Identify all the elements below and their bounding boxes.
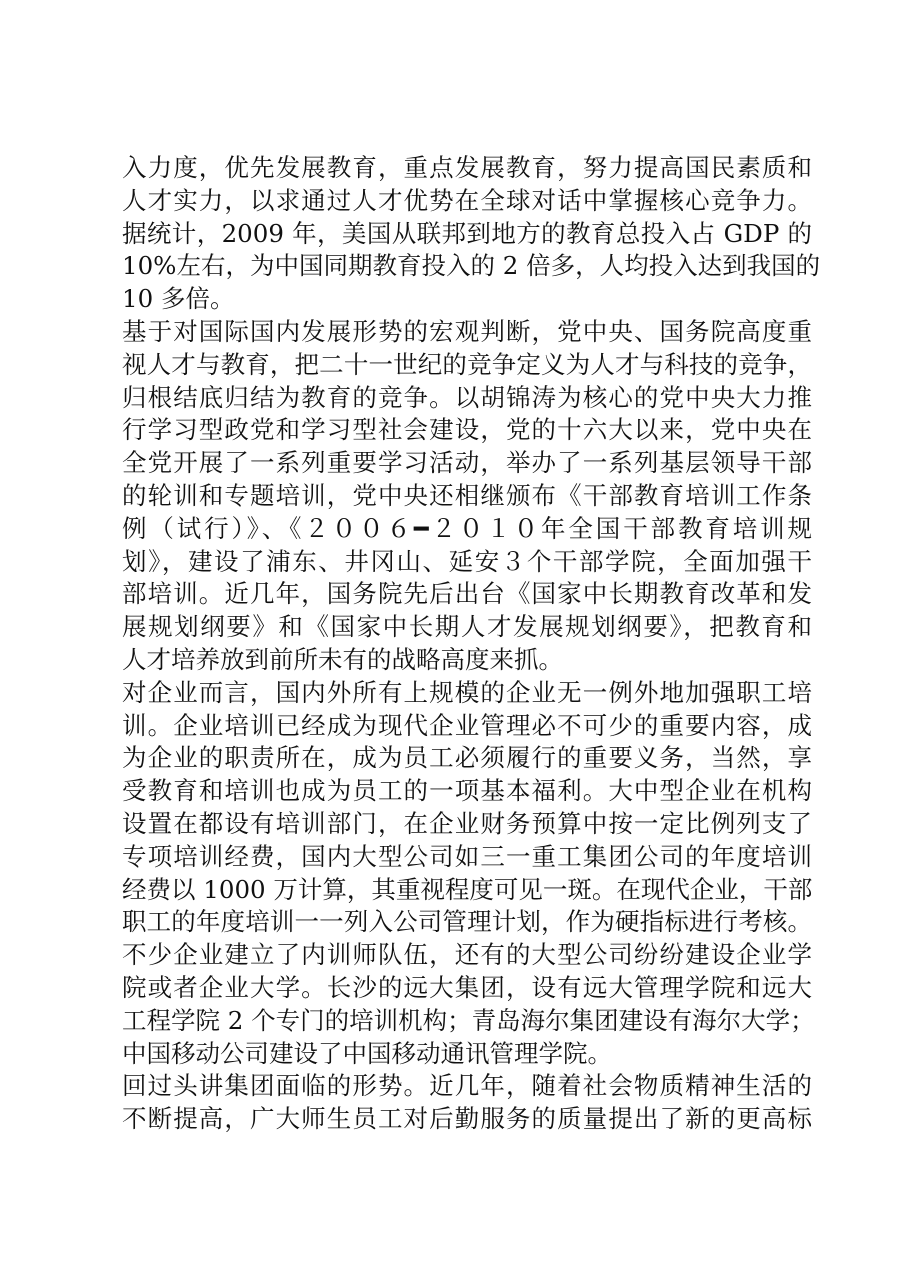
text-line: 10%左右，为中国同期教育投入的 2 倍多，人均投入达到我国的 [122, 251, 821, 281]
text-line: 人才实力，以求通过人才优势在全球对话中掌握核心竞争力。 [122, 185, 812, 215]
text-line: 视人才与教育，把二十一世纪的竞争定义为人才与科技的竞争， [122, 349, 812, 379]
text-line: 中国移动公司建设了中国移动通讯管理学院。 [122, 1038, 612, 1068]
text-line: 10 多倍。 [122, 284, 235, 314]
text-line: 院或者企业大学。长沙的远大集团，设有远大管理学院和远大 [122, 972, 812, 1002]
text-line: 训。企业培训已经成为现代企业管理必不可少的重要内容，成 [122, 710, 812, 740]
text-line: 例（试行）》、《２００６━２０１０年全国干部教育培训规 [122, 513, 812, 543]
text-line: 经费以 1000 万计算，其重视程度可见一斑。在现代企业，干部 [122, 874, 813, 904]
text-line: 不少企业建立了内训师队伍，还有的大型公司纷纷建设企业学 [122, 940, 812, 970]
text-line: 对企业而言，国内外所有上规模的企业无一例外地加强职工培 [122, 677, 812, 707]
text-line: 全党开展了一系列重要学习活动，举办了一系列基层领导干部 [122, 448, 812, 478]
text-line: 展规划纲要》和《国家中长期人才发展规划纲要》，把教育和 [122, 612, 812, 642]
text-line: 不断提高，广大师生员工对后勤服务的质量提出了新的更高标 [122, 1104, 812, 1134]
text-line: 基于对国际国内发展形势的宏观判断，党中央、国务院高度重 [122, 316, 812, 346]
text-line: 的轮训和专题培训，党中央还相继颁布《干部教育培训工作条 [122, 480, 812, 510]
text-line: 专项培训经费，国内大型公司如三一重工集团公司的年度培训 [122, 841, 812, 871]
text-line: 受教育和培训也成为员工的一项基本福利。大中型企业在机构 [122, 776, 812, 806]
text-line: 行学习型政党和学习型社会建设，党的十六大以来，党中央在 [122, 415, 812, 445]
body-text [122, 152, 821, 1136]
text-line: 归根结底归结为教育的竞争。以胡锦涛为核心的党中央大力推 [122, 382, 812, 412]
text-line: 工程学院 2 个专门的培训机构；青岛海尔集团建设有海尔大学； [122, 1005, 815, 1035]
text-line: 据统计，2009 年，美国从联邦到地方的教育总投入占 GDP 的 [122, 218, 812, 248]
text-line: 划》，建设了浦东、井冈山、延安３个干部学院，全面加强干 [122, 546, 812, 576]
text-line: 回过头讲集团面临的形势。近几年，随着社会物质精神生活的 [122, 1071, 812, 1101]
text-line: 入力度，优先发展教育，重点发展教育，努力提高国民素质和 [122, 153, 812, 182]
text-line: 职工的年度培训一一列入公司管理计划，作为硬指标进行考核。 [122, 907, 812, 937]
text-line: 人才培养放到前所未有的战略高度来抓。 [122, 644, 563, 674]
text-line: 设置在都设有培训部门，在企业财务预算中按一定比例列支了 [122, 808, 812, 838]
text-line: 为企业的职责所在，成为员工必须履行的重要义务，当然，享 [122, 743, 812, 773]
text-line: 部培训。近几年，国务院先后出台《国家中长期教育改革和发 [122, 579, 812, 609]
